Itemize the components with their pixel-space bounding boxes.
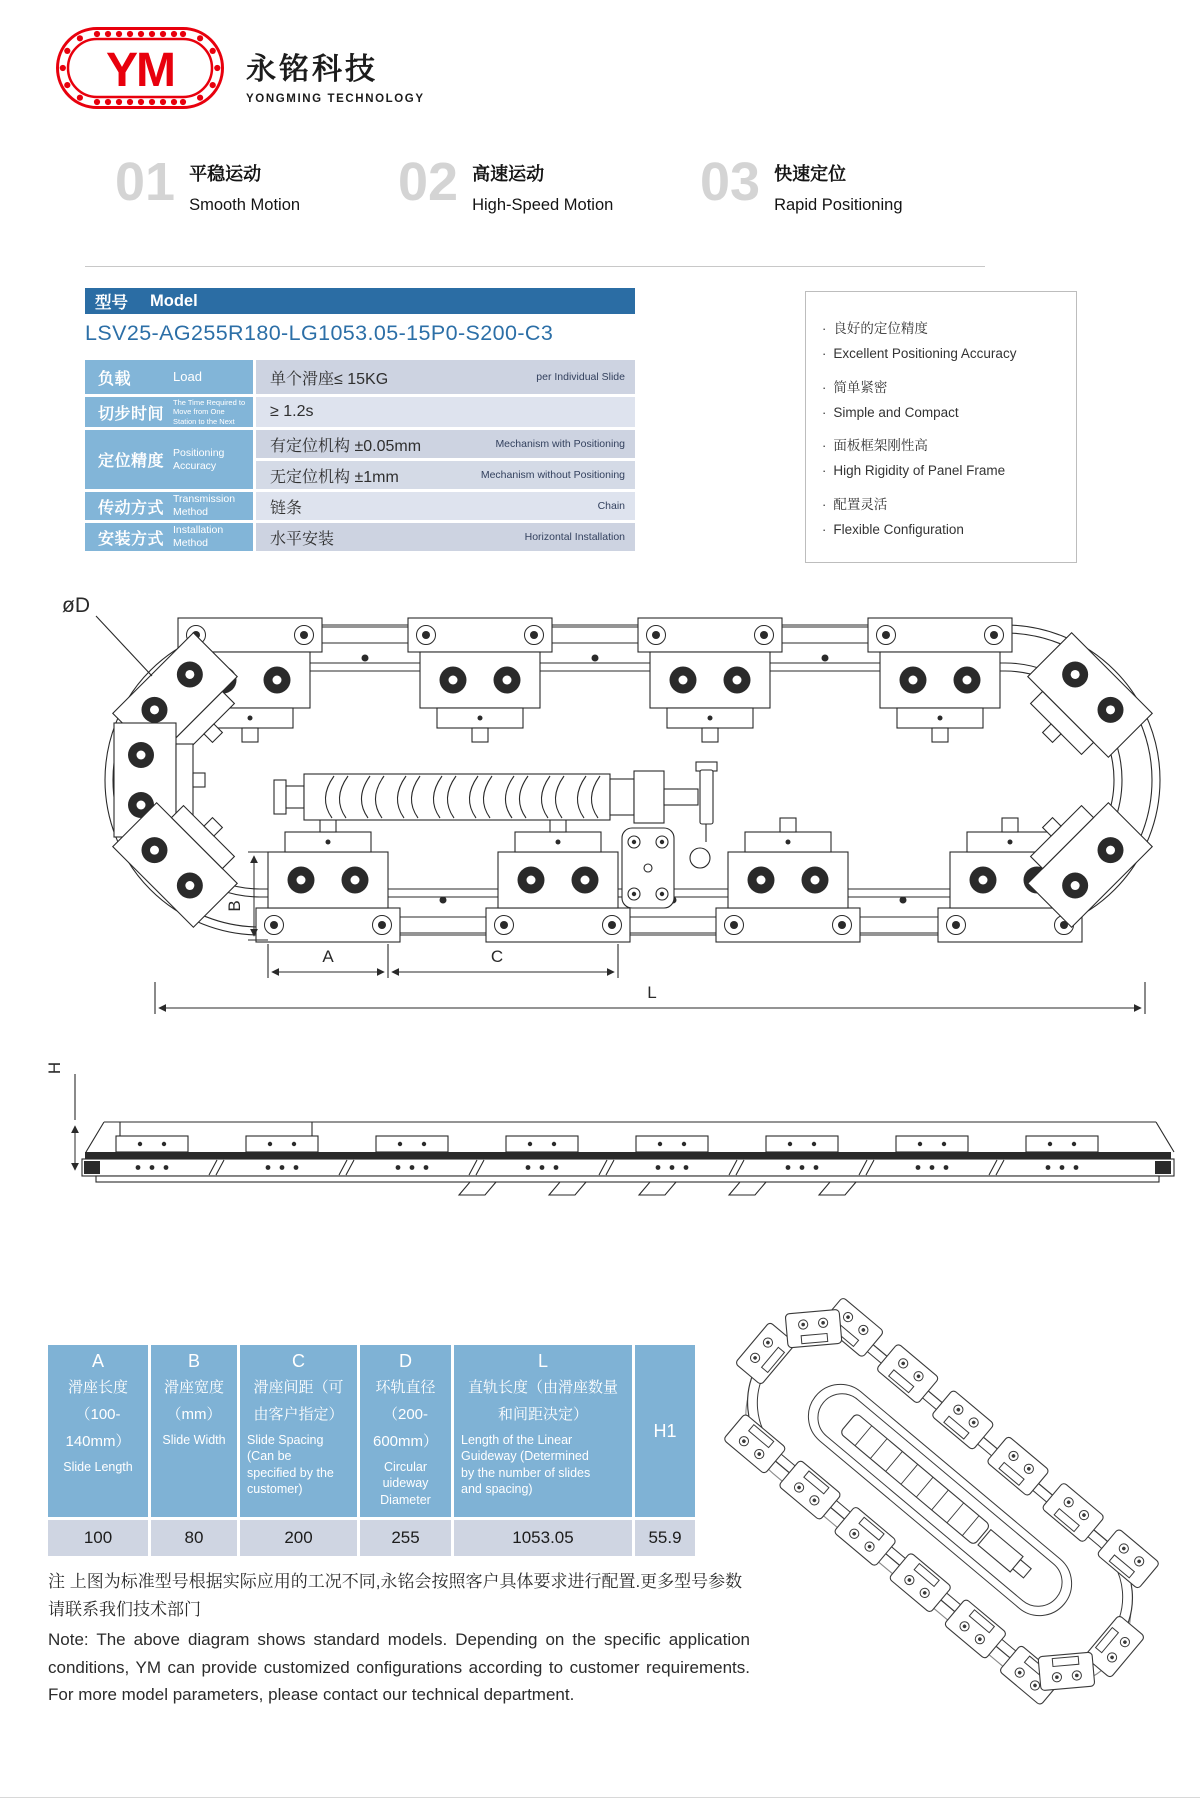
dim-col-h1-letter: H1 — [653, 1420, 677, 1441]
spec-accuracy-without-value: 无定位机构 ±1mm — [270, 468, 399, 486]
brand-block — [246, 44, 425, 105]
model-label-cn: 型号 — [95, 294, 128, 312]
side-body — [82, 1159, 1174, 1176]
isometric-ring — [693, 1271, 1188, 1728]
spec-accuracy-en: Positioning Accuracy — [173, 446, 225, 472]
dim-col-d-cn: 环轨直径 （200- 600mm） — [372, 1379, 439, 1450]
spec-load-note: per Individual Slide — [536, 371, 625, 383]
dimension-c — [392, 944, 618, 978]
dim-col-b-letter: B — [187, 1351, 200, 1371]
dim-value-b: 80 — [151, 1520, 237, 1556]
dimension-h — [45, 1062, 75, 1170]
dim-value-d: 255 — [360, 1520, 451, 1556]
side-rail-band — [85, 1152, 1171, 1159]
feature-2-title-en: High-Speed Motion — [472, 196, 614, 214]
bullet-icon: · — [822, 320, 827, 336]
slides-right-cap — [1007, 633, 1152, 927]
spec-step-cn: 切步时间 — [98, 405, 165, 423]
spec-accuracy-cn: 定位精度 — [98, 453, 165, 470]
dimension-table-header — [48, 1345, 695, 1517]
feature-3 — [700, 152, 903, 215]
spec-row-step-time-header — [85, 397, 253, 427]
dim-col-a-header — [48, 1345, 148, 1517]
spec-load-en: Load — [173, 369, 202, 385]
spec-trans-value: 链条 — [270, 499, 303, 517]
dimension-table-values — [48, 1520, 695, 1556]
spec-step-value: ≥ 1.2s — [270, 403, 314, 420]
dim-col-d-letter: D — [399, 1351, 412, 1371]
spec-accuracy-with-cell — [256, 430, 635, 458]
spec-trans-note: Chain — [597, 500, 625, 512]
model-label-en: Model — [150, 291, 198, 310]
benefit-3 — [822, 434, 1068, 478]
side-base — [96, 1176, 1159, 1195]
benefit-4-en: Flexible Configuration — [833, 522, 964, 538]
bullet-icon: · — [822, 404, 827, 420]
feature-1-number: 01 — [115, 152, 176, 212]
spec-accuracy-with-note: Mechanism with Positioning — [495, 438, 625, 450]
company-logo — [55, 26, 225, 110]
benefit-1 — [822, 317, 1068, 361]
brand-name-cn: 永铭科技 — [246, 53, 378, 86]
feature-1 — [115, 152, 301, 215]
page-bottom-edge — [0, 1797, 1200, 1798]
spec-install-en: Installation Method — [173, 524, 224, 549]
dim-value-h1: 55.9 — [635, 1520, 695, 1556]
dim-c-label: C — [490, 947, 504, 966]
benefit-2-cn: 简单紧密 — [833, 379, 888, 395]
dim-a-label: A — [322, 947, 334, 966]
spec-load-value-cell — [256, 360, 635, 394]
spec-row-accuracy — [85, 430, 635, 489]
model-number: LSV25-AG255R180-LG1053.05-15P0-S200-C3 — [85, 321, 554, 345]
spec-row-load — [85, 360, 635, 394]
dim-value-c: 200 — [240, 1520, 357, 1556]
dim-col-c-letter: C — [292, 1351, 305, 1371]
spec-accuracy-without-note: Mechanism without Positioning — [480, 469, 625, 481]
spec-accuracy-without-cell — [256, 461, 635, 489]
dim-col-b-cn: 滑座宽度 （mm） — [163, 1379, 224, 1423]
spec-row-installation — [85, 523, 635, 551]
spec-accuracy-subrows — [256, 430, 635, 489]
benefit-2-en: Simple and Compact — [833, 404, 959, 420]
bullet-icon: · — [822, 345, 827, 361]
spec-install-value-cell — [256, 523, 635, 551]
dimension-a — [268, 944, 388, 978]
spec-step-en: The Time Required to Move from One Station to the Next — [173, 397, 246, 426]
spec-row-load-header — [85, 360, 253, 394]
isometric-view-drawing — [660, 1240, 1200, 1760]
dim-value-l: 1053.05 — [454, 1520, 632, 1556]
spec-trans-cn: 传动方式 — [98, 499, 165, 517]
slides-left-cap — [113, 633, 258, 927]
benefit-4-cn: 配置灵活 — [833, 497, 888, 513]
dim-col-b-en: Slide Width — [162, 1433, 226, 1447]
brand-name-en: YONGMING TECHNOLOGY — [246, 93, 425, 105]
footnote-en: Note: The above diagram shows standard models. Depending on the specific application conditions, YM can provide customized configurations according to customer requirements. For more model parameters, please contact our technical department. — [48, 1630, 750, 1705]
benefit-2 — [822, 376, 1068, 420]
dim-col-c-en: Slide Spacing (Can be specified by the customer) — [247, 1433, 334, 1496]
dimension-l — [155, 982, 1145, 1014]
benefit-3-cn: 面板框架刚性高 — [833, 438, 928, 454]
spec-trans-en: Transmission Method — [173, 493, 236, 518]
logo-monogram: YM — [106, 44, 174, 97]
feature-3-title-en: Rapid Positioning — [774, 196, 903, 214]
spec-table — [85, 360, 635, 554]
dim-col-c-header — [240, 1345, 357, 1517]
dim-col-a-letter: A — [91, 1351, 104, 1371]
benefit-4 — [822, 493, 1068, 537]
dim-value-a: 100 — [48, 1520, 148, 1556]
dim-col-l-header — [454, 1345, 632, 1517]
spec-accuracy-with-value: 有定位机构 ±0.05mm — [270, 437, 422, 455]
bullet-icon: · — [822, 438, 827, 454]
feature-3-title-cn: 快速定位 — [774, 164, 847, 184]
diameter-dimension — [62, 594, 152, 676]
dim-col-c-cn: 滑座间距（可 由客户指定） — [253, 1379, 344, 1423]
feature-2-number: 02 — [398, 152, 459, 212]
benefit-1-en: Excellent Positioning Accuracy — [833, 345, 1017, 361]
dim-col-a-cn: 滑座长度 （100- 140mm） — [65, 1379, 131, 1450]
spec-install-cn: 安装方式 — [98, 530, 165, 548]
feature-2-title-cn: 高速运动 — [472, 164, 545, 184]
bullet-icon: · — [822, 379, 827, 395]
dim-col-d-header — [360, 1345, 451, 1517]
dim-col-l-cn: 直轨长度（由滑座数量 和间距决定） — [467, 1379, 618, 1423]
feature-1-title-cn: 平稳运动 — [189, 164, 262, 184]
model-header-bar — [85, 288, 635, 314]
dim-b-label: B — [225, 900, 244, 912]
top-view-drawing — [0, 556, 1200, 1026]
benefits-box — [805, 291, 1077, 563]
spec-step-value-cell — [256, 397, 635, 427]
spec-row-installation-header — [85, 523, 253, 551]
spec-row-accuracy-header — [85, 430, 253, 489]
feature-2 — [398, 152, 614, 215]
mount-plate — [622, 828, 674, 908]
benefit-1-cn: 良好的定位精度 — [833, 320, 928, 336]
footnote-cn: 注 上图为标准型号根据实际应用的工况不同,永铭会按照客户具体要求进行配置.更多型号参数请联系我们技术部门 — [48, 1572, 743, 1619]
benefit-3-en: High Rigidity of Panel Frame — [833, 463, 1006, 479]
footnote — [48, 1568, 750, 1709]
bullet-icon: · — [822, 463, 827, 479]
side-slide-tops — [116, 1136, 1098, 1152]
spec-row-transmission-header — [85, 492, 253, 520]
dim-h-label: H — [45, 1061, 64, 1075]
dim-col-a-en: Slide Length — [63, 1460, 133, 1474]
dim-col-b-header — [151, 1345, 237, 1517]
dimension-table — [48, 1345, 695, 1559]
spec-trans-value-cell — [256, 492, 635, 520]
dim-col-l-en: Length of the Linear Guideway (Determined by the number of slides and spacing) — [461, 1433, 591, 1496]
spec-row-transmission — [85, 492, 635, 520]
spec-install-note: Horizontal Installation — [524, 531, 625, 543]
spec-install-value: 水平安装 — [270, 530, 335, 548]
spec-row-step-time — [85, 397, 635, 427]
side-view-drawing — [0, 1048, 1200, 1208]
feature-1-title-en: Smooth Motion — [189, 196, 301, 214]
dim-l-label: L — [647, 983, 657, 1002]
diameter-label: øD — [62, 594, 90, 617]
features-divider — [85, 266, 985, 267]
bullet-icon: · — [822, 497, 827, 513]
spec-load-value: 单个滑座≤ 15KG — [270, 370, 389, 388]
spec-load-cn: 负载 — [98, 370, 132, 388]
dim-col-l-letter: L — [537, 1351, 548, 1371]
dim-col-d-en: Circular uideway Diameter — [380, 1460, 431, 1507]
bullet-icon: · — [822, 522, 827, 538]
feature-3-number: 03 — [700, 152, 761, 212]
